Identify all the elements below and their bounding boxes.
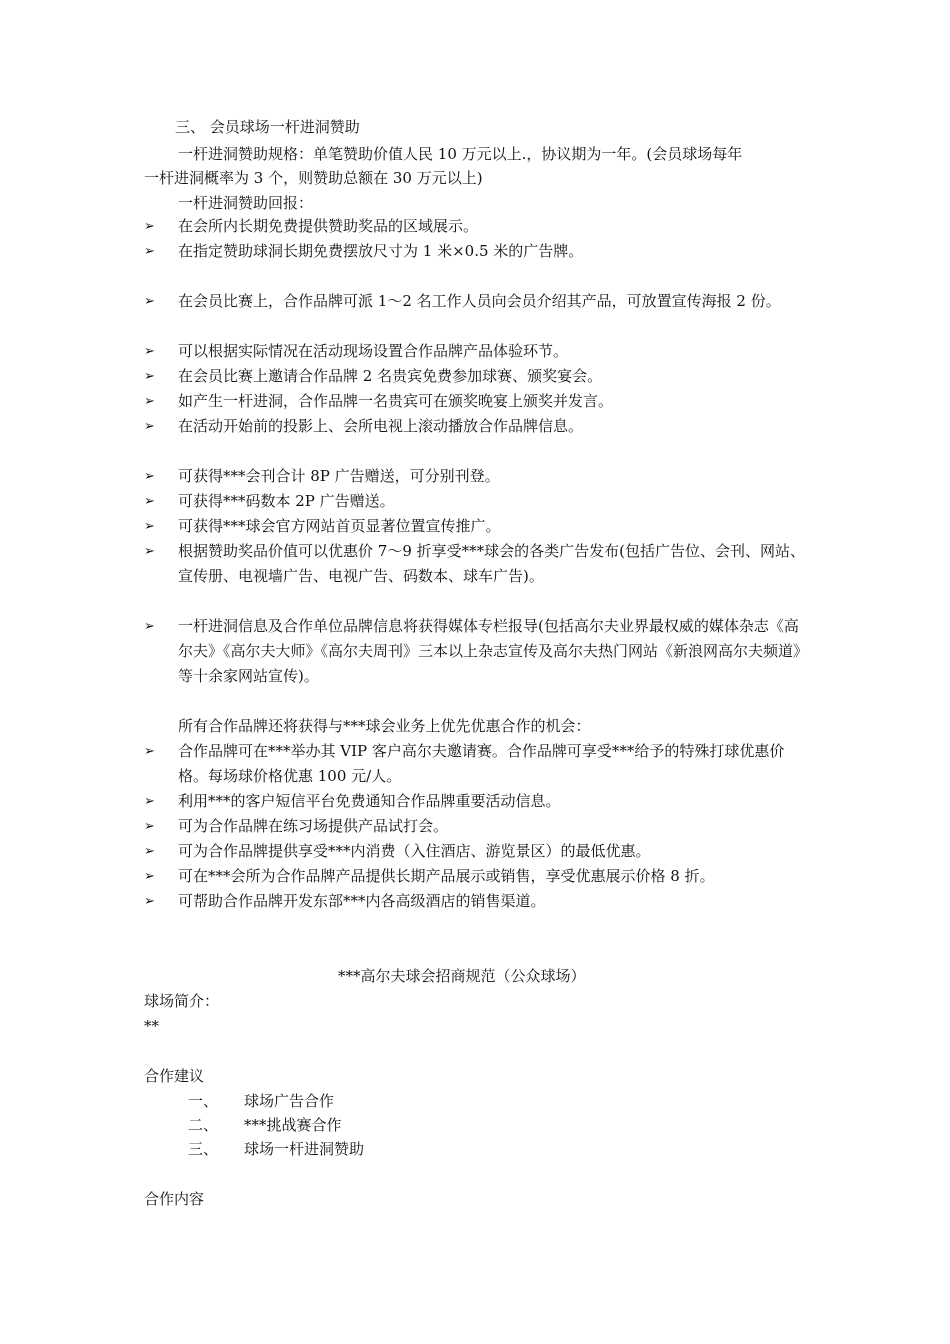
spec-line-1: 一杆进洞赞助规格：单笔赞助价值人民 10 万元以上.，协议期为一年。(会员球场每年 xyxy=(178,145,743,163)
cooperation-item-number: 三、 xyxy=(188,1140,219,1158)
bullet-arrow-icon: ➢ xyxy=(144,744,155,759)
list-item: 可帮助合作品牌开发东部***内各高级酒店的销售渠道。 xyxy=(178,892,546,910)
document-title: ***高尔夫球会招商规范（公众球场） xyxy=(338,967,586,985)
cooperation-content-label: 合作内容 xyxy=(144,1190,205,1208)
list-item: 在会员比赛上，合作品牌可派 1～2 名工作人员向会员介绍其产品，可放置宣传海报 2 份。 xyxy=(178,292,781,310)
bullet-arrow-icon: ➢ xyxy=(144,244,155,259)
bullet-arrow-icon: ➢ xyxy=(144,519,155,534)
list-item: 可以根据实际情况在活动现场设置合作品牌产品体验环节。 xyxy=(178,342,569,360)
list-item: 在指定赞助球洞长期免费摆放尺寸为 1 米×0.5 米的广告牌。 xyxy=(178,242,584,260)
list-item: 合作品牌可在***举办其 VIP 客户高尔夫邀请赛。合作品牌可享受***给予的特殊打球优惠价格。每场球价格优惠 100 元/人。 xyxy=(178,742,785,785)
course-intro-value: ** xyxy=(144,1017,159,1035)
list-item: 一杆进洞信息及合作单位品牌信息将获得媒体专栏报导(包括高尔夫业界最权威的媒体杂志《高尔夫》《高尔夫大师》《高尔夫周刊》三本以上杂志宣传及高尔夫热门网站《新浪网高尔夫频道》等十余家网站宣传)。 xyxy=(178,617,809,685)
list-item: 可获得***会刊合计 8P 广告赠送，可分别刊登。 xyxy=(178,467,500,485)
cooperation-label: 合作建议 xyxy=(144,1067,205,1085)
course-intro-label: 球场简介： xyxy=(144,992,220,1010)
cooperation-item: ***挑战赛合作 xyxy=(244,1116,342,1134)
list-item: 在会所内长期免费提供赞助奖品的区域展示。 xyxy=(178,217,479,235)
list-item: 可为合作品牌在练习场提供产品试打会。 xyxy=(178,817,449,835)
list-item: 可在***会所为合作品牌产品提供长期产品展示或销售，享受优惠展示价格 8 折。 xyxy=(178,867,715,885)
cooperation-item-number: 二、 xyxy=(188,1116,219,1134)
bullet-arrow-icon: ➢ xyxy=(144,394,155,409)
list-item: 在活动开始前的投影上、会所电视上滚动播放合作品牌信息。 xyxy=(178,417,584,435)
list-item: 如产生一杆进洞，合作品牌一名贵宾可在颁奖晚宴上颁奖并发言。 xyxy=(178,392,614,410)
bullet-arrow-icon: ➢ xyxy=(144,369,155,384)
list-item: 根据赞助奖品价值可以优惠价 7～9 折享受***球会的各类广告发布(包括广告位、会刊、网站、宣传册、电视墙广告、电视广告、码数本、球车广告)。 xyxy=(178,542,805,585)
rewards-label: 一杆进洞赞助回报： xyxy=(178,194,314,212)
spec-line-2: 一杆进洞概率为 3 个，则赞助总额在 30 万元以上) xyxy=(144,169,483,187)
bullet-arrow-icon: ➢ xyxy=(144,544,155,559)
bullet-arrow-icon: ➢ xyxy=(144,469,155,484)
cooperation-item-number: 一、 xyxy=(188,1092,219,1110)
cooperation-item: 球场一杆进洞赞助 xyxy=(244,1140,365,1158)
list-item: 利用***的客户短信平台免费通知合作品牌重要活动信息。 xyxy=(178,792,561,810)
bullet-arrow-icon: ➢ xyxy=(144,794,155,809)
list-item: 在会员比赛上邀请合作品牌 2 名贵宾免费参加球赛、颁奖宴会。 xyxy=(178,367,603,385)
priority-intro: 所有合作品牌还将获得与***球会业务上优先优惠合作的机会： xyxy=(178,717,591,735)
list-item: 可获得***球会官方网站首页显著位置宣传推广。 xyxy=(178,517,501,535)
section-heading: 三、 会员球场一杆进洞赞助 xyxy=(175,118,360,136)
list-item: 可获得***码数本 2P 广告赠送。 xyxy=(178,492,395,510)
bullet-arrow-icon: ➢ xyxy=(144,344,155,359)
cooperation-item: 球场广告合作 xyxy=(244,1092,335,1110)
bullet-arrow-icon: ➢ xyxy=(144,419,155,434)
bullet-arrow-icon: ➢ xyxy=(144,294,155,309)
list-item: 可为合作品牌提供享受***内消费（入住酒店、游览景区）的最低优惠。 xyxy=(178,842,651,860)
bullet-arrow-icon: ➢ xyxy=(144,819,155,834)
bullet-arrow-icon: ➢ xyxy=(144,494,155,509)
bullet-arrow-icon: ➢ xyxy=(144,619,155,634)
bullet-arrow-icon: ➢ xyxy=(144,844,155,859)
bullet-arrow-icon: ➢ xyxy=(144,219,155,234)
bullet-arrow-icon: ➢ xyxy=(144,869,155,884)
bullet-arrow-icon: ➢ xyxy=(144,894,155,909)
